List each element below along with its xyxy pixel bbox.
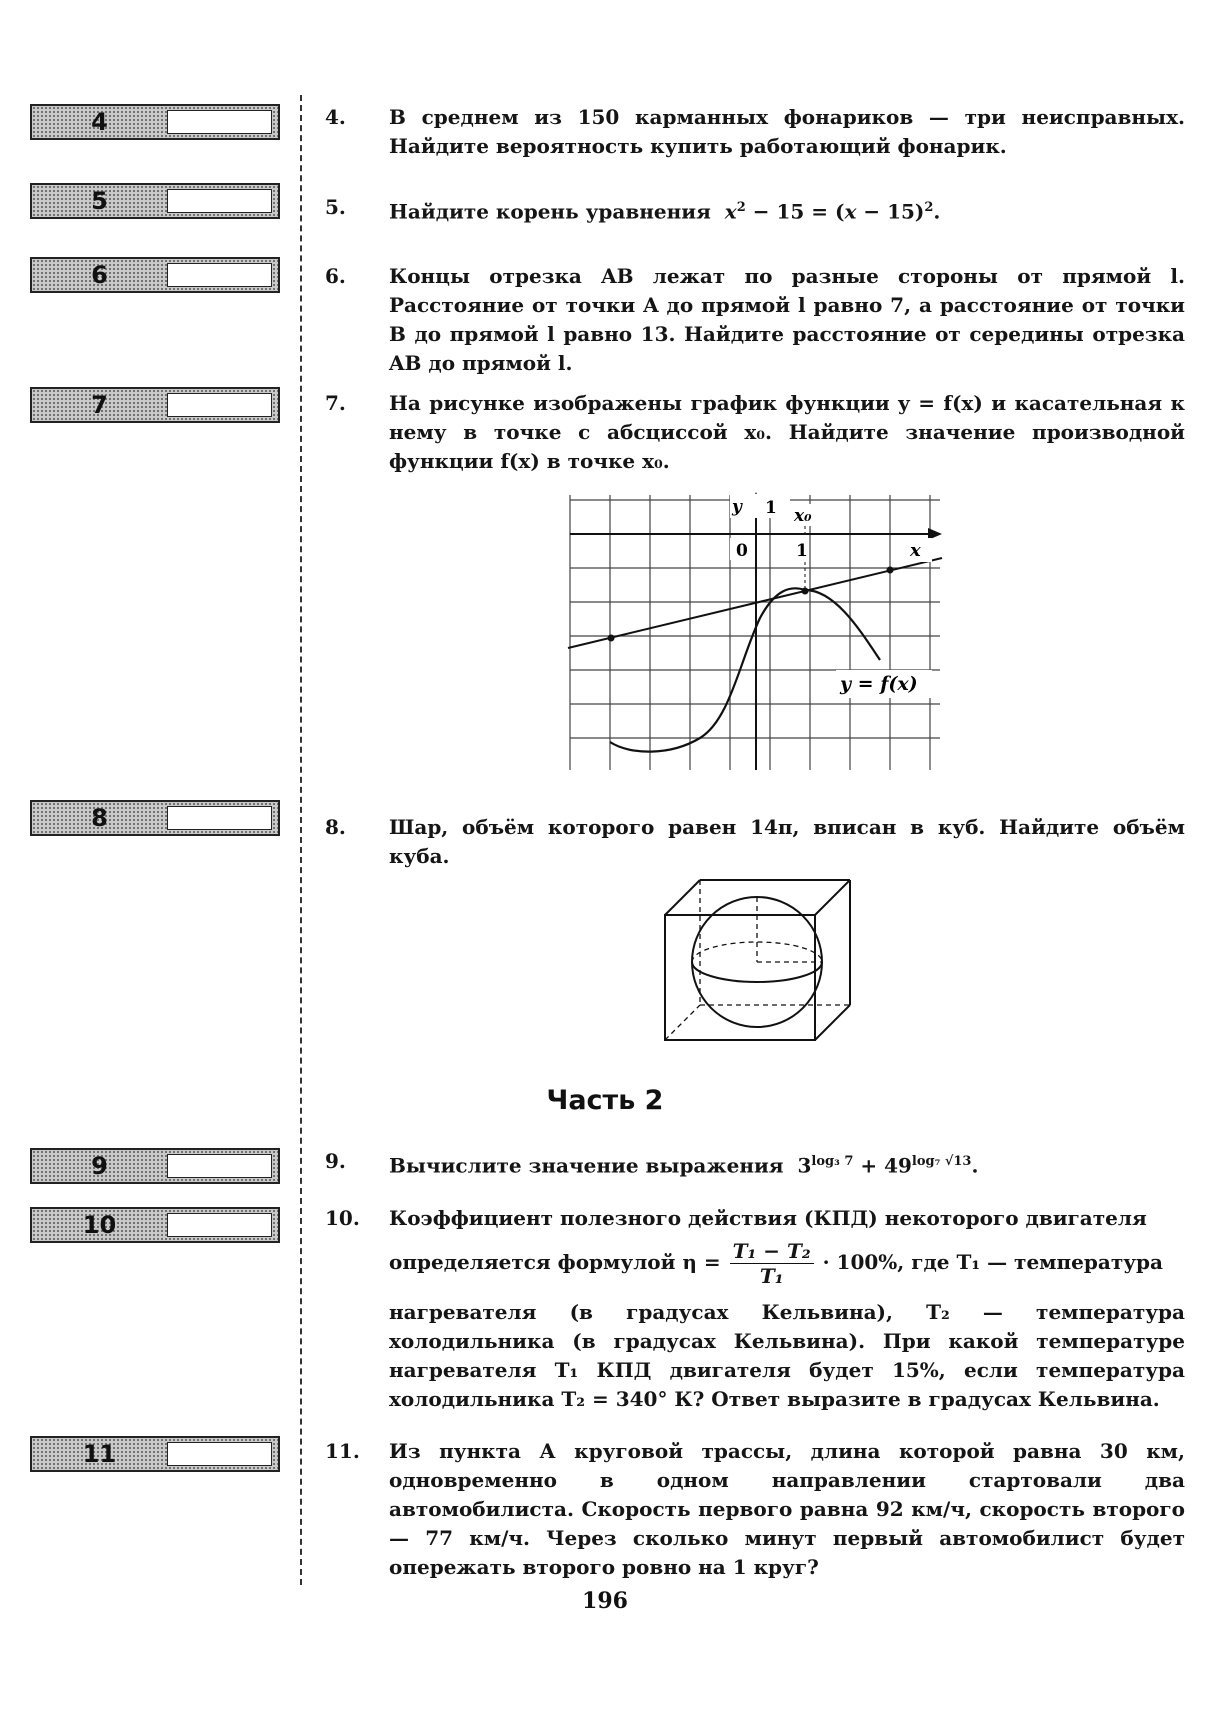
function-label: y = f(x) <box>840 673 918 695</box>
answer-field[interactable] <box>167 1442 272 1466</box>
answer-box-5[interactable] <box>30 183 280 219</box>
task-line: Коэффициент полезного действия (КПД) некоторого двигателя <box>389 1206 1147 1230</box>
fraction-denominator: T₁ <box>759 1264 784 1288</box>
tangent-point-x0 <box>802 588 809 595</box>
answer-field[interactable] <box>167 806 272 830</box>
cut-line <box>300 95 302 1585</box>
task-text: В среднем из 150 карманных фонариков — три неисправных. Найдите вероятность купить работающий фонарик. <box>389 105 1185 158</box>
x0-label: x₀ <box>794 506 812 526</box>
answer-field[interactable] <box>167 393 272 417</box>
equation-exponent: 2 <box>736 200 746 215</box>
answer-field[interactable] <box>167 263 272 287</box>
equation-part: − 15) <box>856 199 925 224</box>
answer-box-4[interactable] <box>30 104 280 140</box>
task-prompt: Найдите корень уравнения <box>389 199 711 224</box>
task-text: На рисунке изображены график функции y = f(x) и касательная к нему в точке с абсциссой x₀. Найдите значение производной функции f(x) в точке x₀. <box>389 391 1185 473</box>
function-graph <box>560 490 950 780</box>
answer-box-6[interactable] <box>30 257 280 293</box>
part-title: Часть 2 <box>546 1085 664 1116</box>
answer-box-11[interactable] <box>30 1436 280 1472</box>
task-line: нагревателя (в градусах Кельвина), T₂ — температура холодильника (в градусах Кельвина). При какой температуре нагревателя T₁ КПД двигателя будет 15%, если температура холодильника T₂ = 340° К? Ответ выразите в градусах Кельвина. <box>389 1300 1185 1411</box>
task-10 <box>325 1204 1185 1414</box>
equation-exponent: 2 <box>924 200 934 215</box>
task-text: Концы отрезка AB лежат по разные стороны от прямой l. Расстояние от точки A до прямой l равно 7, а расстояние от точки B до прямой l равно 13. Найдите расстояние от середины отрезка AB до прямой l. <box>389 264 1185 375</box>
equation-end: . <box>933 199 941 224</box>
task-6 <box>325 262 1185 378</box>
task-number: 8. <box>325 815 346 839</box>
task-text <box>389 193 1185 227</box>
task-text <box>389 1204 1185 1414</box>
task-9 <box>325 1147 1185 1181</box>
answer-field[interactable] <box>167 189 272 213</box>
formula-prefix: определяется формулой η = <box>389 1250 721 1274</box>
task-4 <box>325 103 1185 161</box>
task-number: 6. <box>325 264 346 288</box>
answer-box-number: 8 <box>91 804 108 832</box>
task-7 <box>325 389 1185 476</box>
task-number: 7. <box>325 391 346 415</box>
answer-box-number: 4 <box>91 108 108 136</box>
answer-box-9[interactable] <box>30 1148 280 1184</box>
formula-suffix: · 100%, где T₁ — температура <box>822 1250 1163 1274</box>
expression-exponent: log₇ √13 <box>911 1154 972 1169</box>
task-number: 10. <box>325 1206 360 1230</box>
tangent-point-left <box>608 635 615 642</box>
efficiency-fraction <box>730 1239 814 1288</box>
answer-box-number: 5 <box>91 187 108 215</box>
expression-base: 3 <box>797 1153 812 1178</box>
answer-field[interactable] <box>167 1213 272 1237</box>
expression-part: + 49 <box>853 1153 912 1178</box>
task-8 <box>325 813 1185 871</box>
task-number: 9. <box>325 1149 346 1173</box>
origin-label: 0 <box>736 541 748 561</box>
fraction-numerator: T₁ − T₂ <box>730 1239 814 1264</box>
answer-box-number: 9 <box>91 1152 108 1180</box>
answer-box-8[interactable] <box>30 800 280 836</box>
equation-var: x <box>724 199 737 224</box>
answer-box-number: 11 <box>82 1440 117 1468</box>
formula-line <box>389 1239 1185 1288</box>
task-11 <box>325 1437 1185 1582</box>
task-5 <box>325 193 1185 227</box>
y-unit-label: 1 <box>765 498 777 518</box>
task-number: 11. <box>325 1439 360 1463</box>
task-number: 4. <box>325 105 346 129</box>
page-number: 196 <box>582 1588 628 1614</box>
task-prompt: Вычислите значение выражения <box>389 1153 784 1178</box>
task-text <box>389 1147 1185 1181</box>
y-axis-label: y <box>732 497 742 517</box>
expression-end: . <box>971 1153 979 1178</box>
answer-field[interactable] <box>167 1154 272 1178</box>
answer-box-10[interactable] <box>30 1207 280 1243</box>
task-text: Из пункта А круговой трассы, длина которой равна 30 км, одновременно в одном направлении стартовали два автомобилиста. Скорость первого равна 92 км/ч, скорость второго — 77 км/ч. Через сколько минут первый автомобилист будет опережать второго ровно на 1 круг? <box>389 1439 1185 1579</box>
expression-exponent: log₃ 7 <box>811 1154 854 1169</box>
task-text: Шар, объём которого равен 14π, вписан в куб. Найдите объём куба. <box>389 815 1185 868</box>
equation-part: − 15 = ( <box>745 199 845 224</box>
tangent-point-right <box>887 567 894 574</box>
equation-var: x <box>844 199 857 224</box>
answer-box-number: 7 <box>91 391 108 419</box>
x-axis-label: x <box>910 540 921 561</box>
answer-box-number: 6 <box>91 261 108 289</box>
answer-box-7[interactable] <box>30 387 280 423</box>
task-number: 5. <box>325 195 346 219</box>
answer-box-number: 10 <box>82 1211 117 1239</box>
cube-with-sphere <box>655 870 865 1050</box>
answer-field[interactable] <box>167 110 272 134</box>
x-unit-label: 1 <box>796 541 808 561</box>
